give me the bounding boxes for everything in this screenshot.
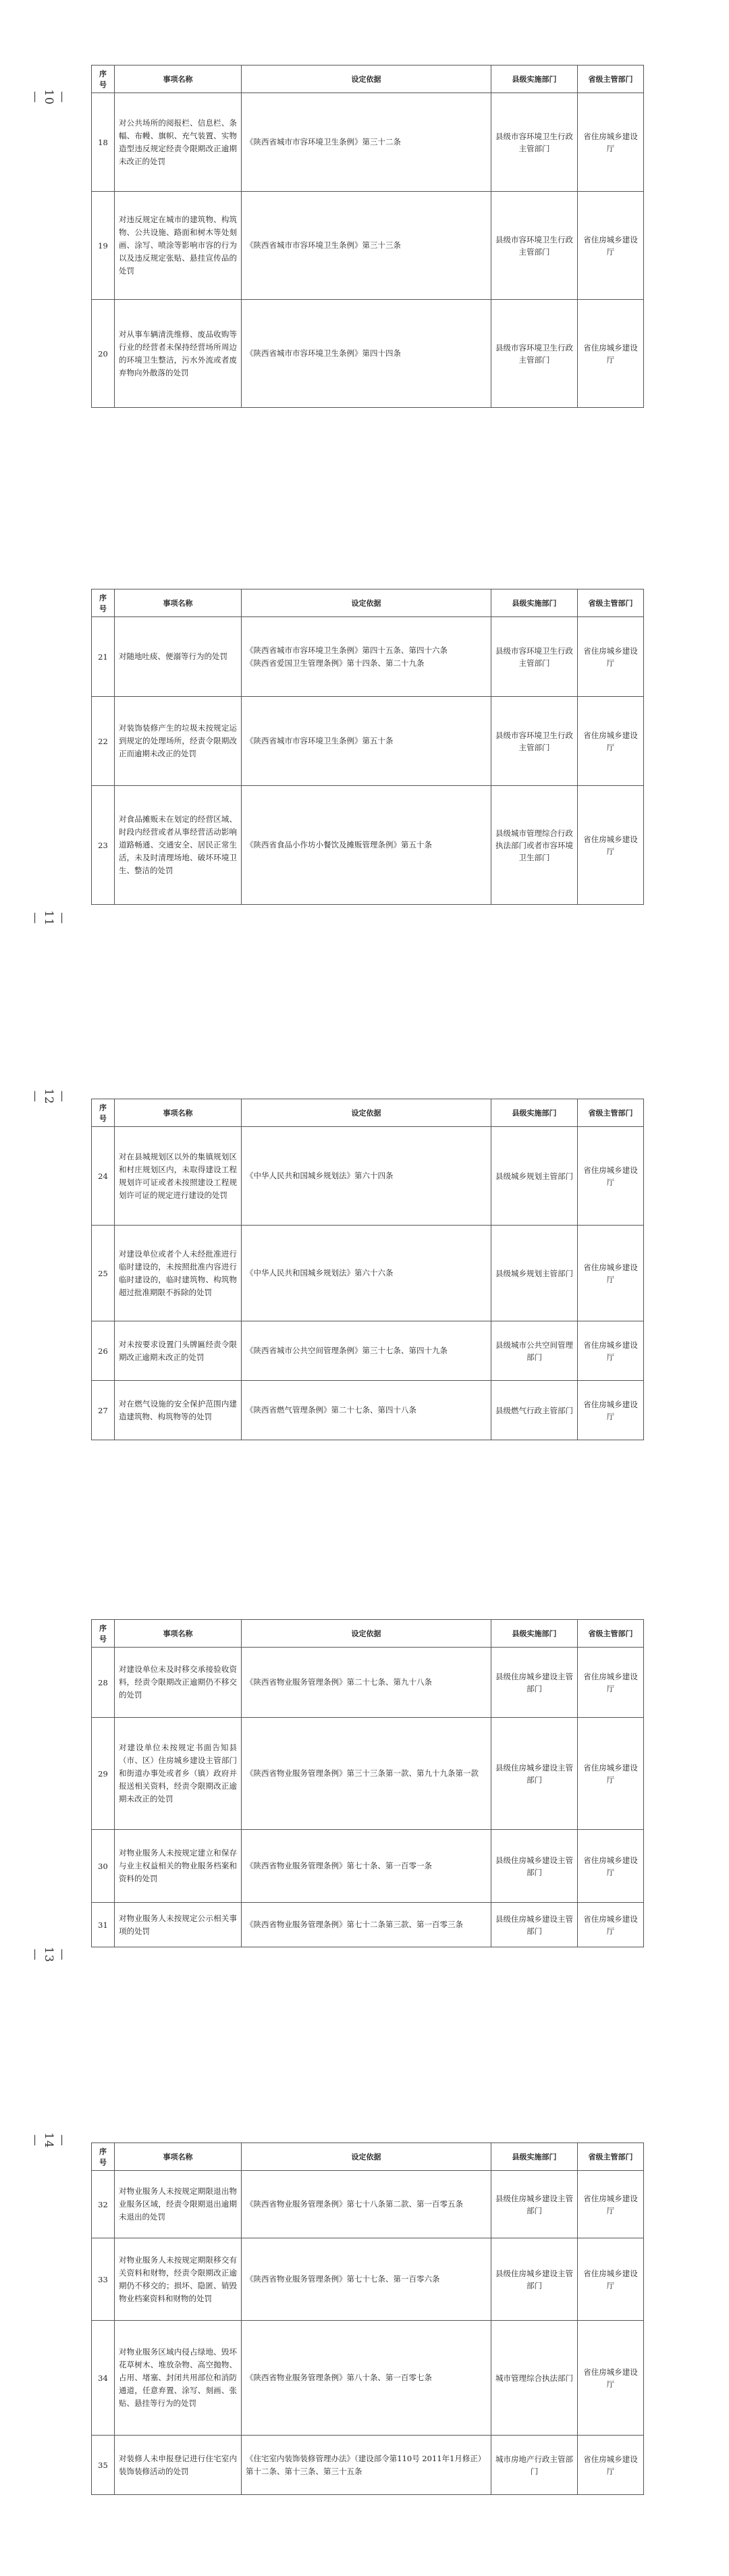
table-row bbox=[92, 1321, 644, 1381]
table-row bbox=[92, 1226, 644, 1321]
header-prov: 省级主管部门 bbox=[578, 589, 644, 617]
row-item: 对违反规定在城市的建筑物、构筑物、公共设施、路面和树木等处刻画、涂写、喷涂等影响市容的行为以及违反规定张贴、悬挂宣传品的处罚 bbox=[115, 192, 242, 300]
row-dept: 县级城乡规划主管部门 bbox=[491, 1127, 578, 1226]
row-dept: 县级燃气行政主管部门 bbox=[491, 1381, 578, 1440]
row-no: 23 bbox=[92, 786, 115, 905]
row-prov: 省住房城乡建设厅 bbox=[578, 300, 644, 408]
row-no: 29 bbox=[92, 1718, 115, 1830]
row-no: 24 bbox=[92, 1127, 115, 1226]
row-item: 对建设单位或者个人未经批准进行临时建设的，未按照批准内容进行临时建设的，临时建筑物、构筑物超过批准期限不拆除的处罚 bbox=[115, 1226, 242, 1321]
table-row bbox=[92, 2321, 644, 2436]
row-basis: 《陕西省物业服务管理条例》第七十二条第三款、第一百零三条 bbox=[242, 1903, 491, 1947]
row-no: 22 bbox=[92, 697, 115, 786]
row-item: 对物业服务人未按规定期限移交有关资料和财物，经责令限期改正逾期仍不移交的；损坏、隐匿、销毁物业档案资料和财物的处罚 bbox=[115, 2238, 242, 2321]
header-basis: 设定依据 bbox=[242, 589, 491, 617]
header-basis: 设定依据 bbox=[242, 1620, 491, 1648]
header-no: 序号 bbox=[92, 1099, 115, 1127]
row-prov: 省住房城乡建设厅 bbox=[578, 1830, 644, 1903]
row-item: 对物业服务人未按规定公示相关事项的处罚 bbox=[115, 1903, 242, 1947]
row-item: 对随地吐痰、便溺等行为的处罚 bbox=[115, 617, 242, 697]
row-item: 对在燃气设施的安全保护范围内建造建筑物、构筑物等的处罚 bbox=[115, 1381, 242, 1440]
table-header-row bbox=[92, 1099, 644, 1127]
table-row bbox=[92, 786, 644, 905]
page-number: — 13 — bbox=[28, 1947, 69, 1963]
row-dept: 县级住房城乡建设主管部门 bbox=[491, 1903, 578, 1947]
row-prov: 省住房城乡建设厅 bbox=[578, 2171, 644, 2238]
table-row bbox=[92, 697, 644, 786]
row-item: 对装修人未申报登记进行住宅室内装饰装修活动的处罚 bbox=[115, 2436, 242, 2495]
row-dept: 县级住房城乡建设主管部门 bbox=[491, 1830, 578, 1903]
row-dept: 城市房地产行政主管部门 bbox=[491, 2436, 578, 2495]
row-no: 25 bbox=[92, 1226, 115, 1321]
row-no: 20 bbox=[92, 300, 115, 408]
row-item: 对未按要求设置门头牌匾经责令限期改正逾期未改正的处罚 bbox=[115, 1321, 242, 1381]
row-item: 对在县城规划区以外的集镇规划区和村庄规划区内，未取得建设工程规划许可证或者未按照建设工程规划许可证的规定进行建设的处罚 bbox=[115, 1127, 242, 1226]
row-no: 32 bbox=[92, 2171, 115, 2238]
table-header-row bbox=[92, 65, 644, 93]
header-item: 事项名称 bbox=[115, 2143, 242, 2171]
row-basis: 《陕西省城市市容环境卫生条例》第三十二条 bbox=[242, 93, 491, 192]
table-row bbox=[92, 1718, 644, 1830]
row-dept: 县级市容环境卫生行政主管部门 bbox=[491, 300, 578, 408]
row-item: 对物业服务人未按规定建立和保存与业主权益相关的物业服务档案和资料的处罚 bbox=[115, 1830, 242, 1903]
row-prov: 省住房城乡建设厅 bbox=[578, 93, 644, 192]
row-item: 对物业服务人未按规定期限退出物业服务区域，经责令限期退出逾期未退出的处罚 bbox=[115, 2171, 242, 2238]
header-item: 事项名称 bbox=[115, 65, 242, 93]
row-prov: 省住房城乡建设厅 bbox=[578, 1648, 644, 1718]
row-basis: 《陕西省燃气管理条例》第二十七条、第四十八条 bbox=[242, 1381, 491, 1440]
regulation-table bbox=[91, 1619, 644, 1947]
page-number: — 14 — bbox=[28, 2132, 69, 2149]
row-item: 对装饰装修产生的垃圾未按规定运到规定的处理场所，经责令限期改正而逾期未改正的处罚 bbox=[115, 697, 242, 786]
row-dept: 县级市容环境卫生行政主管部门 bbox=[491, 617, 578, 697]
row-basis: 《陕西省城市市容环境卫生条例》第五十条 bbox=[242, 697, 491, 786]
row-prov: 省住房城乡建设厅 bbox=[578, 1903, 644, 1947]
regulation-table bbox=[91, 2143, 644, 2495]
table-row bbox=[92, 1127, 644, 1226]
regulation-table bbox=[91, 589, 644, 905]
row-item: 对物业服务区域内侵占绿地、毁坏花草树木、堆放杂物、高空抛物、占用、堵塞、封闭共用部位和消防通道，任意弃置、涂写、刻画、张贴、悬挂等行为的处罚 bbox=[115, 2321, 242, 2436]
row-basis: 《陕西省物业服务管理条例》第七十八条第二款、第一百零五条 bbox=[242, 2171, 491, 2238]
row-no: 35 bbox=[92, 2436, 115, 2495]
row-prov: 省住房城乡建设厅 bbox=[578, 1321, 644, 1381]
regulation-table bbox=[91, 1099, 644, 1440]
row-basis: 《陕西省物业服务管理条例》第七十条、第一百零一条 bbox=[242, 1830, 491, 1903]
row-dept: 县级城市管理综合行政执法部门或者市容环境卫生部门 bbox=[491, 786, 578, 905]
header-dept: 县级实施部门 bbox=[491, 2143, 578, 2171]
table-row bbox=[92, 192, 644, 300]
header-item: 事项名称 bbox=[115, 1099, 242, 1127]
row-basis: 《陕西省城市市容环境卫生条例》第四十五条、第四十六条 《陕西省爱国卫生管理条例》第十四条、第二十九条 bbox=[242, 617, 491, 697]
table-header-row bbox=[92, 2143, 644, 2171]
row-no: 34 bbox=[92, 2321, 115, 2436]
page-number: — 10 — bbox=[28, 89, 69, 105]
row-no: 18 bbox=[92, 93, 115, 192]
header-dept: 县级实施部门 bbox=[491, 1620, 578, 1648]
row-prov: 省住房城乡建设厅 bbox=[578, 1718, 644, 1830]
page-number: — 12 — bbox=[28, 1088, 69, 1105]
row-prov: 省住房城乡建设厅 bbox=[578, 192, 644, 300]
table-row bbox=[92, 1903, 644, 1947]
row-dept: 县级市容环境卫生行政主管部门 bbox=[491, 192, 578, 300]
row-no: 27 bbox=[92, 1381, 115, 1440]
row-dept: 县级住房城乡建设主管部门 bbox=[491, 1718, 578, 1830]
page-number: — 11 — bbox=[28, 910, 69, 926]
row-prov: 省住房城乡建设厅 bbox=[578, 786, 644, 905]
row-basis: 《陕西省物业服务管理条例》第三十三条第一款、第九十九条第一款 bbox=[242, 1718, 491, 1830]
table-row bbox=[92, 2171, 644, 2238]
row-dept: 县级住房城乡建设主管部门 bbox=[491, 1648, 578, 1718]
row-dept: 县级住房城乡建设主管部门 bbox=[491, 2171, 578, 2238]
row-basis: 《陕西省物业服务管理条例》第二十七条、第九十八条 bbox=[242, 1648, 491, 1718]
header-item: 事项名称 bbox=[115, 1620, 242, 1648]
row-basis: 《陕西省食品小作坊小餐饮及摊贩管理条例》第五十条 bbox=[242, 786, 491, 905]
row-no: 19 bbox=[92, 192, 115, 300]
row-dept: 县级城乡规划主管部门 bbox=[491, 1226, 578, 1321]
row-basis: 《陕西省城市市容环境卫生条例》第三十三条 bbox=[242, 192, 491, 300]
header-prov: 省级主管部门 bbox=[578, 2143, 644, 2171]
table-row bbox=[92, 2436, 644, 2495]
table-row bbox=[92, 1830, 644, 1903]
row-no: 31 bbox=[92, 1903, 115, 1947]
table-row bbox=[92, 93, 644, 192]
table-row bbox=[92, 617, 644, 697]
row-basis: 《陕西省城市市容环境卫生条例》第四十四条 bbox=[242, 300, 491, 408]
table-row bbox=[92, 1381, 644, 1440]
table-row bbox=[92, 2238, 644, 2321]
row-basis: 《住宅室内装饰装修管理办法》（建设部令第110号 2011年1月修正）第十二条、第十三条、第三十五条 bbox=[242, 2436, 491, 2495]
row-prov: 省住房城乡建设厅 bbox=[578, 1226, 644, 1321]
header-basis: 设定依据 bbox=[242, 2143, 491, 2171]
header-dept: 县级实施部门 bbox=[491, 1099, 578, 1127]
header-prov: 省级主管部门 bbox=[578, 1099, 644, 1127]
table-header-row bbox=[92, 1620, 644, 1648]
row-prov: 省住房城乡建设厅 bbox=[578, 1127, 644, 1226]
header-prov: 省级主管部门 bbox=[578, 1620, 644, 1648]
header-item: 事项名称 bbox=[115, 589, 242, 617]
row-basis: 《中华人民共和国城乡规划法》第六十四条 bbox=[242, 1127, 491, 1226]
header-dept: 县级实施部门 bbox=[491, 589, 578, 617]
row-prov: 省住房城乡建设厅 bbox=[578, 2436, 644, 2495]
table-row bbox=[92, 1648, 644, 1718]
row-prov: 省住房城乡建设厅 bbox=[578, 697, 644, 786]
header-basis: 设定依据 bbox=[242, 65, 491, 93]
row-no: 33 bbox=[92, 2238, 115, 2321]
header-no: 序号 bbox=[92, 589, 115, 617]
header-no: 序号 bbox=[92, 65, 115, 93]
row-prov: 省住房城乡建设厅 bbox=[578, 2238, 644, 2321]
row-item: 对食品摊贩未在划定的经营区域、时段内经营或者从事经营活动影响道路畅通、交通安全、居民正常生活，未及时清理场地、破坏环境卫生、整洁的处罚 bbox=[115, 786, 242, 905]
header-no: 序号 bbox=[92, 1620, 115, 1648]
row-dept: 县级市容环境卫生行政主管部门 bbox=[491, 93, 578, 192]
row-dept: 城市管理综合执法部门 bbox=[491, 2321, 578, 2436]
row-no: 26 bbox=[92, 1321, 115, 1381]
row-basis: 《中华人民共和国城乡规划法》第六十六条 bbox=[242, 1226, 491, 1321]
row-dept: 县级市容环境卫生行政主管部门 bbox=[491, 697, 578, 786]
row-dept: 县级城市公共空间管理部门 bbox=[491, 1321, 578, 1381]
row-basis: 《陕西省城市公共空间管理条例》第三十七条、第四十九条 bbox=[242, 1321, 491, 1381]
row-item: 对从事车辆清洗维修、废品收购等行业的经营者未保持经营场所周边的环境卫生整洁，污水外流或者废弃物向外散落的处罚 bbox=[115, 300, 242, 408]
row-prov: 省住房城乡建设厅 bbox=[578, 617, 644, 697]
row-prov: 省住房城乡建设厅 bbox=[578, 1381, 644, 1440]
header-no: 序号 bbox=[92, 2143, 115, 2171]
row-item: 对公共场所的阅报栏、信息栏、条幅、布幔、旗帜、充气装置、实物造型违反规定经责令限期改正逾期未改正的处罚 bbox=[115, 93, 242, 192]
row-no: 30 bbox=[92, 1830, 115, 1903]
table-row bbox=[92, 300, 644, 408]
table-header-row bbox=[92, 589, 644, 617]
header-prov: 省级主管部门 bbox=[578, 65, 644, 93]
row-dept: 县级住房城乡建设主管部门 bbox=[491, 2238, 578, 2321]
row-basis: 《陕西省物业服务管理条例》第八十条、第一百零七条 bbox=[242, 2321, 491, 2436]
row-no: 21 bbox=[92, 617, 115, 697]
row-prov: 省住房城乡建设厅 bbox=[578, 2321, 644, 2436]
row-basis: 《陕西省物业服务管理条例》第七十七条、第一百零六条 bbox=[242, 2238, 491, 2321]
header-basis: 设定依据 bbox=[242, 1099, 491, 1127]
row-no: 28 bbox=[92, 1648, 115, 1718]
regulation-table bbox=[91, 65, 644, 408]
row-item: 对建设单位未按规定书面告知县（市、区）住房城乡建设主管部门和街道办事处或者乡（镇）政府并报送相关资料，经责令限期改正逾期未改正的处罚 bbox=[115, 1718, 242, 1830]
row-item: 对建设单位未及时移交承接验收资料，经责令限期改正逾期仍不移交的处罚 bbox=[115, 1648, 242, 1718]
header-dept: 县级实施部门 bbox=[491, 65, 578, 93]
